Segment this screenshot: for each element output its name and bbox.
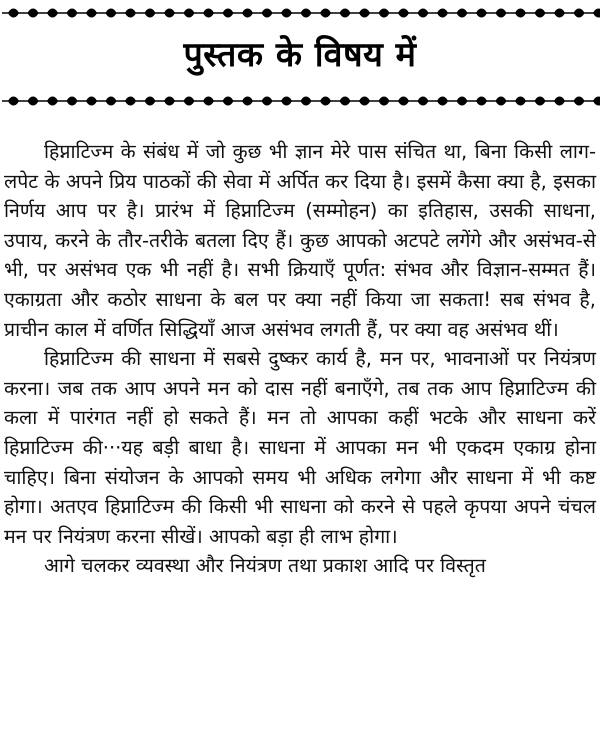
ornament-leaf	[262, 9, 273, 18]
ornament-leaf	[106, 97, 117, 106]
ornament-leaf	[125, 97, 136, 106]
ornament-leaf	[223, 9, 234, 18]
ornament-leaf	[476, 97, 487, 106]
ornament-leaf	[574, 97, 585, 106]
ornament-leaf	[28, 97, 39, 106]
ornament-leaf	[554, 9, 565, 18]
ornament-leaf	[145, 97, 156, 106]
ornament-leaf	[106, 9, 117, 18]
paragraph-1: हिप्नाटिज्म के संबंध में जो कुछ भी ज्ञान मेरे पास संचित था, बिना किसी लाग-लपेट के अपने प्रिय पाठकों की सेवा में अर्पित कर दिया है। इसमें कैसा क्या है, इसका निर्णय आप पर है। प्रारंभ में हिप्नाटिज्म (सम्मोहन) का इतिहास, उसकी साधना, उपाय, करने के तौर-तरीके बतला दिए हैं। कुछ आपको अटपटे लगेंगे और असंभव-से भी, पर असंभव एक भी नहीं है। सभी क्रियाएँ पूर्णत: संभव और विज्ञान-सम्मत हैं। एकाग्रता और कठोर साधना के बल पर क्या नहीं किया जा सकता! सब संभव है, प्राचीन काल में वर्णित सिद्धियाँ आज असंभव लगती हैं, पर क्या वह असंभव थीं।	[4, 140, 596, 341]
ornament-leaf	[28, 9, 39, 18]
ornament-leaf	[242, 97, 253, 106]
top-ornament-divider	[0, 6, 600, 20]
ornament-leaf	[359, 9, 370, 18]
ornament-leaf	[359, 97, 370, 106]
body-text	[4, 137, 596, 581]
ornament-leaf	[554, 97, 565, 106]
ornament-leaf	[184, 9, 195, 18]
paragraph-2: हिप्नाटिज्म की साधना में सबसे दुष्कर कार्य है, मन पर, भावनाओं पर नियंत्रण करना। जब तक आप अपने मन को दास नहीं बनाएँगे, तब तक आप हिप्नाटिज्म की कला में पारंगत नहीं हो सकते हैं। मन तो आपका कहीं भटके और साधना करें हिप्नाटिज्म की···यह बड़ी बाधा है। साधना में आपका मन भी एकदम एकाग्र होना चाहिए। बिना संयोजन के आपको समय भी अधिक लगेगा और साधना में भी कष्ट होगा। अतएव हिप्नाटिज्म की किसी भी साधना को करने से पहले कृपया अपने चंचल मन पर नियंत्रण करना सीखें। आपको बड़ा ही लाभ होगा।	[4, 347, 596, 548]
ornament-leaf	[262, 97, 273, 106]
bottom-ornament-divider	[0, 94, 600, 108]
ornament-leaf	[301, 9, 312, 18]
page-title: पुस्तक के विषय में	[183, 35, 417, 75]
ornament-leaf	[418, 97, 429, 106]
ornament-leaf	[320, 97, 331, 106]
ornament-leaf	[223, 97, 234, 106]
ornament-leaf	[593, 9, 600, 18]
ornament-leaf	[281, 97, 292, 106]
ornament-leaf	[145, 9, 156, 18]
ornament-leaf	[379, 9, 390, 18]
ornament-leaf	[320, 9, 331, 18]
ornament-leaf	[515, 97, 526, 106]
ornament-leaf	[8, 97, 19, 106]
ornament-leaf	[184, 97, 195, 106]
ornament-leaf	[8, 9, 19, 18]
ornament-leaf	[203, 97, 214, 106]
ornament-leaf	[340, 97, 351, 106]
ornament-leaf	[515, 9, 526, 18]
ornament-leaf	[437, 97, 448, 106]
ornament-leaf	[593, 97, 600, 106]
ornament-leaf	[457, 97, 468, 106]
ornament-leaf	[281, 9, 292, 18]
ornament-leaf	[67, 97, 78, 106]
ornament-leaf	[242, 9, 253, 18]
ornament-leaf	[340, 9, 351, 18]
ornament-leaf	[203, 9, 214, 18]
ornament-leaf	[301, 97, 312, 106]
ornament-leaf	[418, 9, 429, 18]
ornament-leaf	[398, 9, 409, 18]
ornament-leaf	[125, 9, 136, 18]
ornament-leaf	[437, 9, 448, 18]
ornament-leaf	[86, 9, 97, 18]
ornament-leaf	[457, 9, 468, 18]
ornament-leaf	[496, 9, 507, 18]
ornament-leaf	[535, 97, 546, 106]
ornament-leaf	[67, 9, 78, 18]
ornament-leaf	[164, 97, 175, 106]
paragraph-3: आगे चलकर व्यवस्था और नियंत्रण तथा प्रकाश आदि पर विस्तृत	[44, 554, 486, 578]
ornament-leaf	[496, 97, 507, 106]
ornament-leaf	[86, 97, 97, 106]
ornament-leaf	[535, 9, 546, 18]
ornament-leaf	[398, 97, 409, 106]
ornament-leaf	[47, 97, 58, 106]
ornament-leaf	[574, 9, 585, 18]
ornament-leaf	[47, 9, 58, 18]
ornament-leaf	[164, 9, 175, 18]
ornament-leaf	[379, 97, 390, 106]
ornament-leaf	[476, 9, 487, 18]
